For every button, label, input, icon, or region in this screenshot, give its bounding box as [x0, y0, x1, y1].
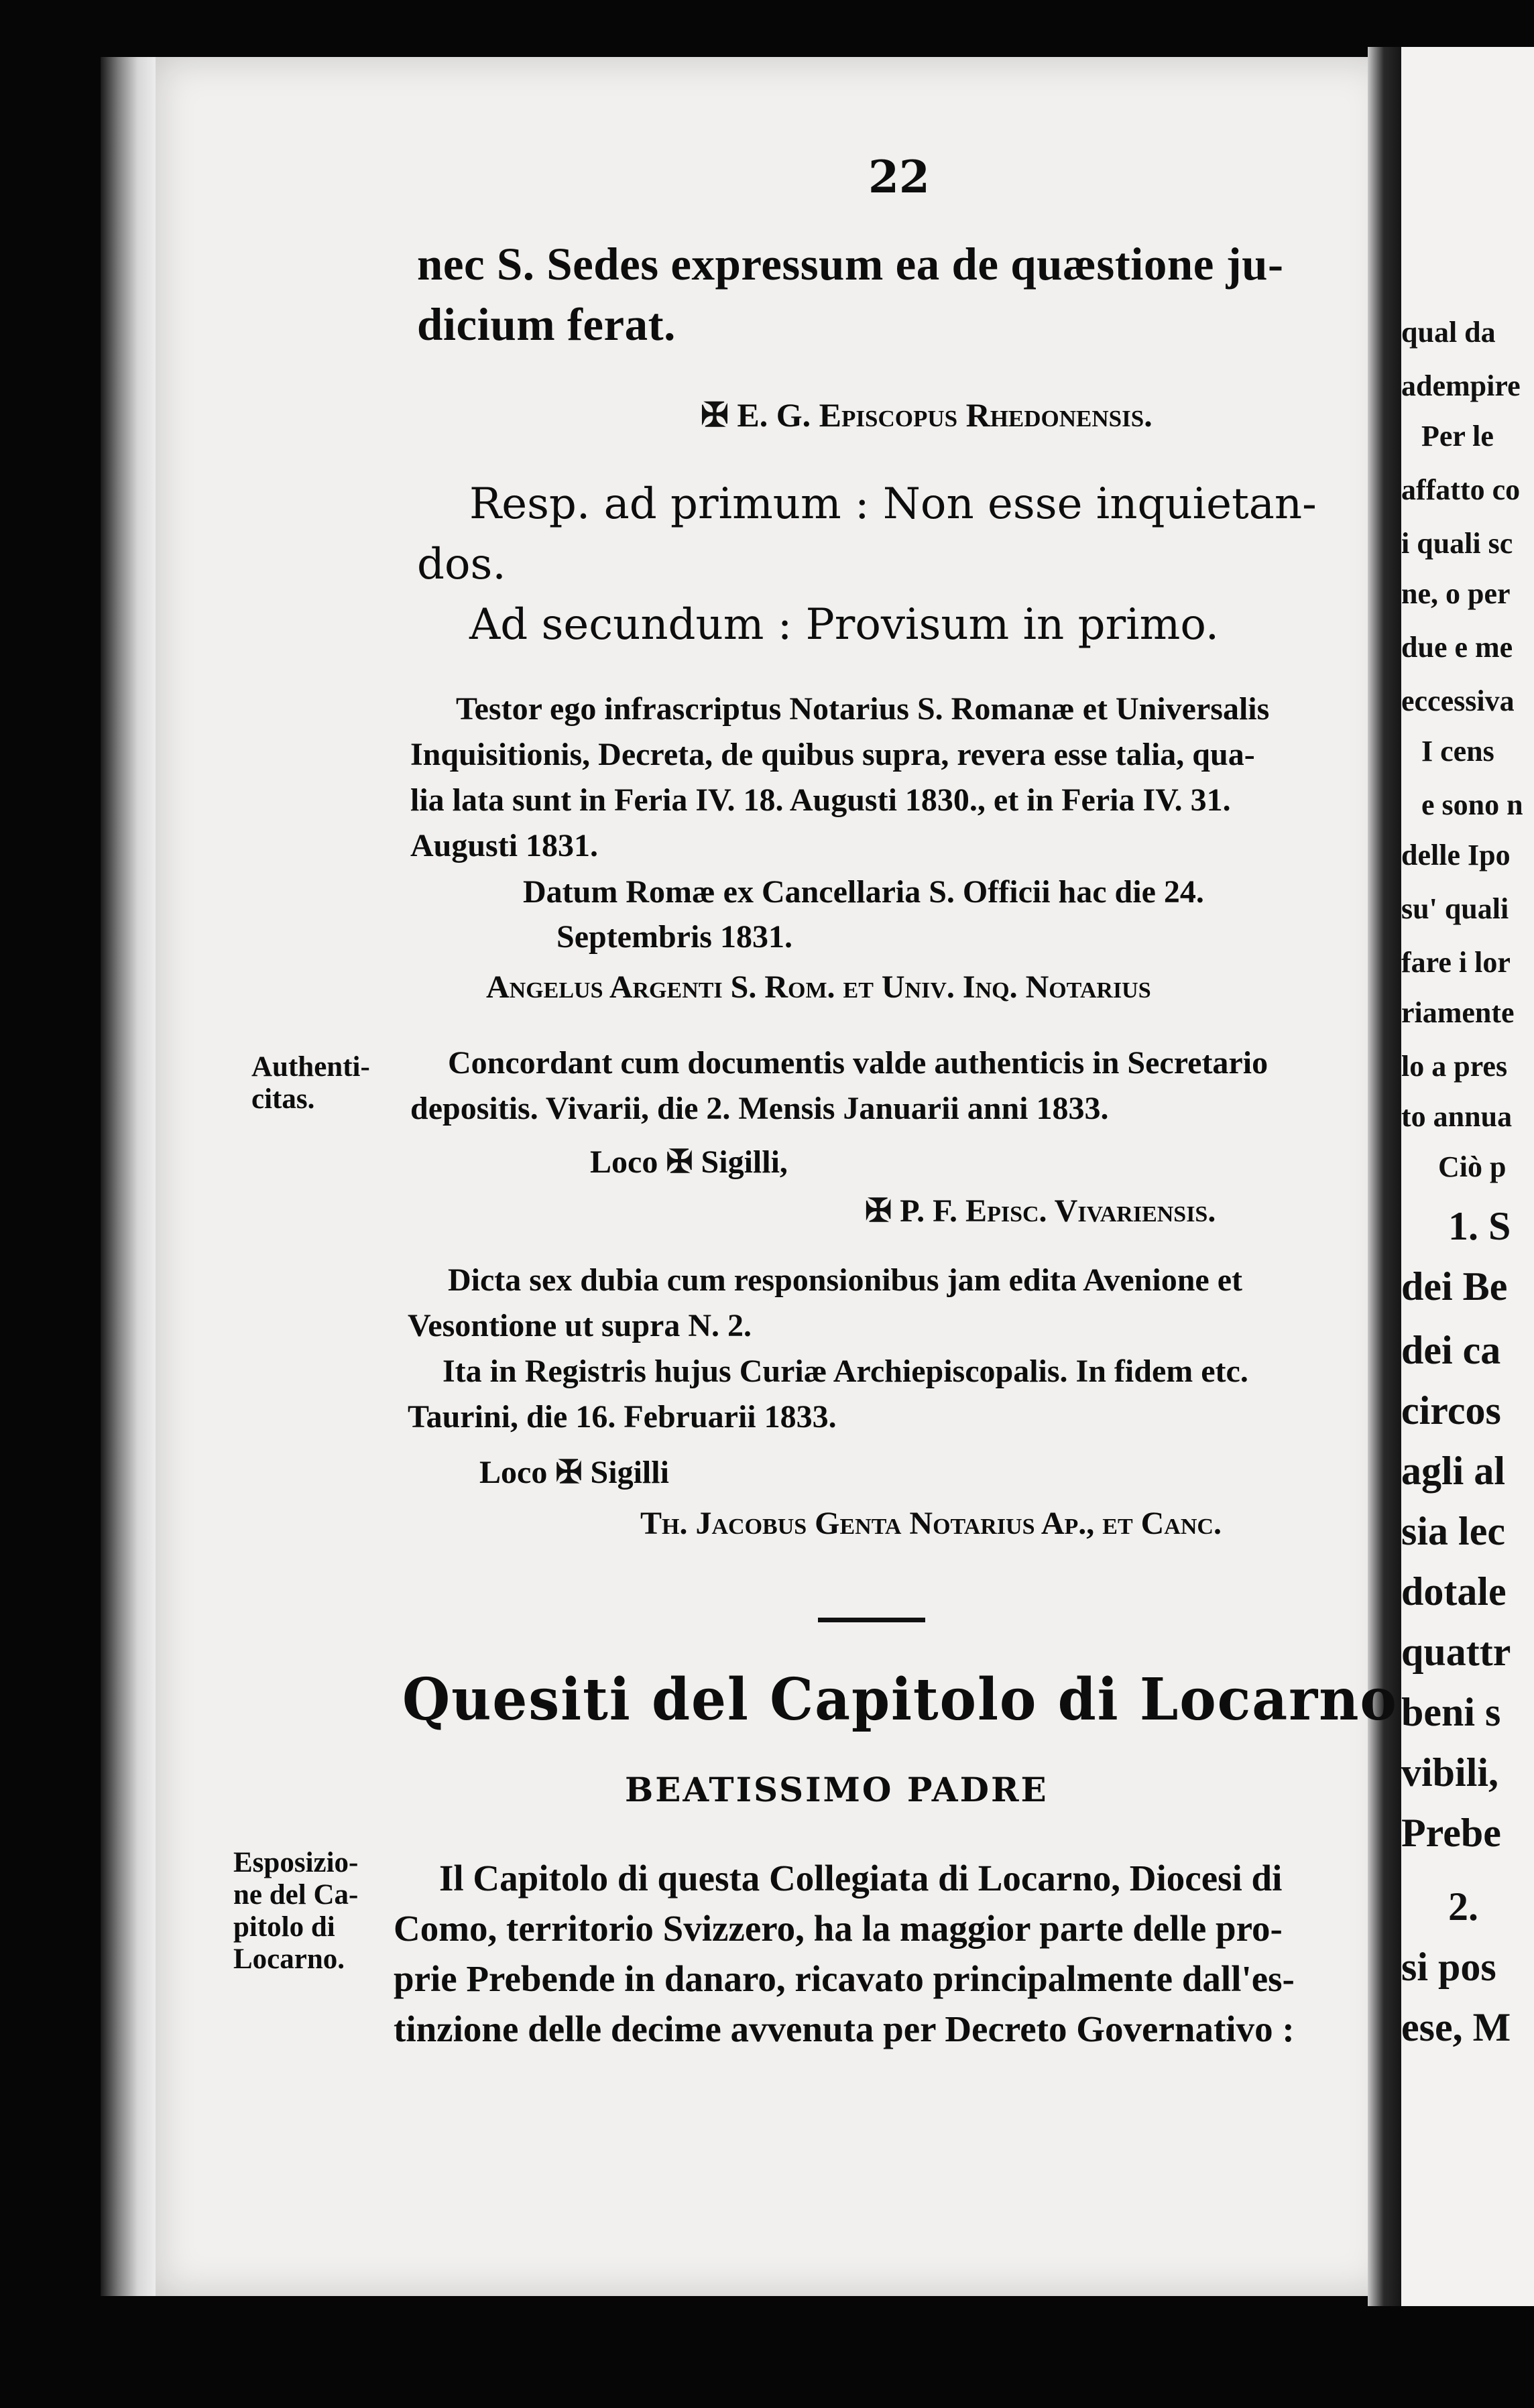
facing-page-edge — [1401, 47, 1534, 2306]
angelus-signature: Angelus Argenti S. Rom. et Univ. Inq. Notarius — [486, 969, 1151, 1005]
facing-page-fragment: Ciò p — [1438, 1150, 1507, 1183]
resp-primum-line: Resp. ad primum : Non esse inquietan- — [469, 479, 1317, 529]
facing-page-fragment: 2. — [1448, 1884, 1478, 1929]
facing-page-fragment: I cens — [1421, 735, 1494, 768]
text-line: nec S. Sedes expressum ea de quæstione ju- — [417, 239, 1284, 290]
datum-line: Datum Romæ ex Cancellaria S. Officii hac die 24. — [523, 874, 1204, 910]
ad-secundum-line: Ad secundum : Provisum in primo. — [469, 600, 1220, 650]
cross-icon: ✠ — [555, 1455, 583, 1490]
facing-page-fragment: vibili, — [1401, 1750, 1499, 1795]
signature-vivariensis: ✠ P. F. Episc. Vivariensis. — [865, 1193, 1216, 1229]
ita-line: Taurini, die 16. Februarii 1833. — [408, 1399, 837, 1435]
facing-page-fragment: Prebe — [1401, 1811, 1501, 1855]
facing-page-fragment: dei Be — [1401, 1264, 1508, 1309]
facing-page-fragment: to annua — [1401, 1100, 1513, 1133]
facing-page-fragment: su' quali — [1401, 892, 1509, 925]
cross-icon: ✠ — [666, 1144, 693, 1180]
facing-page-fragment: si pos — [1401, 1945, 1496, 1989]
facing-page-fragment: lo a pres — [1401, 1050, 1508, 1083]
dicta-line: Vesontione ut supra N. 2. — [408, 1308, 752, 1343]
margin-note-esposizione: Esposizio- ne del Ca- pitolo di Locarno. — [233, 1847, 359, 1975]
testor-line: Inquisitionis, Decreta, de quibus supra, revera esse talia, qua- — [410, 737, 1255, 772]
facing-page-fragment: quattr — [1401, 1630, 1511, 1674]
section-subheading: BEATISSIMO PADRE — [625, 1770, 1049, 1809]
testor-line: lia lata sunt in Feria IV. 18. Augusti 1830., et in Feria IV. 31. — [410, 782, 1231, 818]
margin-note-authenticitas: Authenti- citas. — [251, 1051, 370, 1115]
concordant-line: depositis. Vivarii, die 2. Mensis Januarii anni 1833. — [410, 1091, 1109, 1126]
facing-page-fragment: delle Ipo — [1401, 839, 1511, 871]
genta-signature: Th. Jacobus Genta Notarius Ap., et Canc. — [640, 1506, 1222, 1541]
facing-page-fragment: sia lec — [1401, 1509, 1505, 1553]
page-number: 22 — [868, 151, 930, 203]
testor-line: Augusti 1831. — [410, 828, 599, 863]
book-edge — [101, 57, 158, 2296]
ita-line: Ita in Registris hujus Curiæ Archiepiscopalis. In fidem etc. — [442, 1353, 1248, 1389]
facing-page-fragment: ese, M — [1401, 2005, 1511, 2049]
loco-sigilli-2: Loco ✠ Sigilli — [479, 1455, 669, 1490]
body-line: prie Prebende in danaro, ricavato principalmente dall'es- — [394, 1958, 1295, 1999]
facing-page-fragment: adempire — [1401, 369, 1521, 402]
facing-page-fragment: e sono n — [1421, 788, 1523, 821]
facing-page-fragment: circos — [1401, 1388, 1501, 1433]
body-line: tinzione delle decime avvenuta per Decreto Governativo : — [394, 2008, 1295, 2049]
cross-icon: ✠ — [701, 396, 729, 434]
signature-rhedonensis: ✠ E. G. Episcopus Rhedonensis. — [701, 396, 1153, 434]
facing-page-fragment: i quali sc — [1401, 527, 1513, 560]
facing-page-fragment: eccessiva — [1401, 684, 1515, 717]
body-line: Como, territorio Svizzero, ha la maggior parte delle pro- — [394, 1908, 1283, 1949]
cross-icon: ✠ — [865, 1193, 892, 1229]
facing-page-fragment: dotale — [1401, 1569, 1507, 1614]
facing-page-fragment: due e me — [1401, 631, 1513, 664]
facing-page-fragment: ne, o per — [1401, 577, 1511, 610]
facing-page-fragment: beni s — [1401, 1690, 1501, 1734]
datum-line: Septembris 1831. — [556, 919, 792, 955]
body-line: Il Capitolo di questa Collegiata di Locarno, Diocesi di — [439, 1858, 1283, 1899]
loco-sigilli-1: Loco ✠ Sigilli, — [590, 1144, 788, 1180]
facing-page-fragment: qual da — [1401, 316, 1496, 349]
facing-page-fragment: dei ca — [1401, 1328, 1501, 1372]
facing-page-fragment: agli al — [1401, 1449, 1506, 1493]
testor-line: Testor ego infrascriptus Notarius S. Romanæ et Universalis — [456, 691, 1270, 727]
separator-rule — [818, 1618, 925, 1622]
dicta-line: Dicta sex dubia cum responsionibus jam edita Avenione et — [448, 1262, 1242, 1298]
text-line: dicium ferat. — [417, 299, 676, 350]
resp-primum-line: dos. — [417, 540, 506, 589]
concordant-line: Concordant cum documentis valde authenticis in Secretario — [448, 1045, 1268, 1081]
section-heading: Quesiti del Capitolo di Locarno — [402, 1666, 1398, 1734]
facing-page-fragment: fare i lor — [1401, 946, 1511, 979]
facing-page-fragment: affatto co — [1401, 473, 1521, 506]
facing-page-fragment: 1. S — [1448, 1204, 1511, 1248]
facing-page-fragment: Per le — [1421, 420, 1494, 453]
facing-page-fragment: riamente — [1401, 996, 1515, 1029]
